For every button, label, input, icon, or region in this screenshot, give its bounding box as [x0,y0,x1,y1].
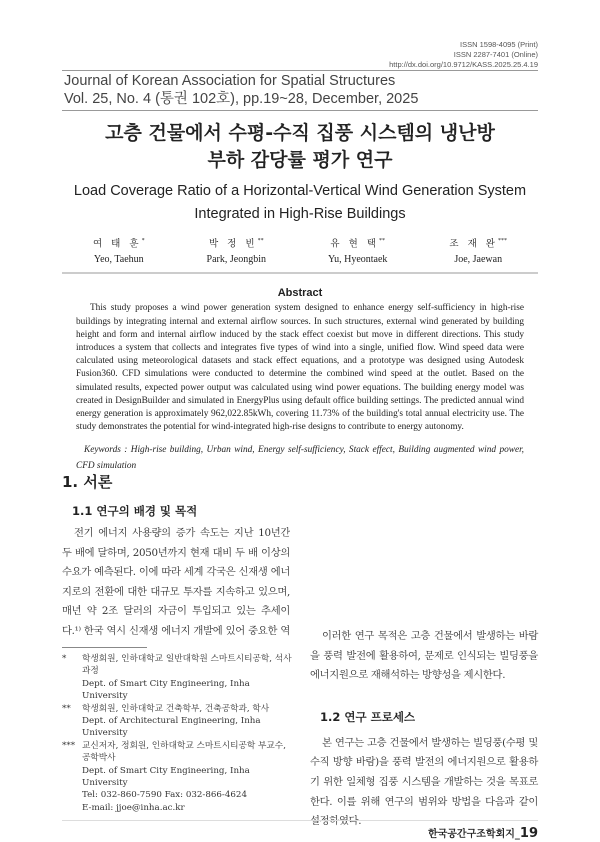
footnote-korean: 학생회원, 인하대학교 건축학부, 건축공학과, 학사 [82,703,270,714]
footnote-english: Dept. of Smart City Engineering, Inha University [82,678,250,702]
author-mark: *** [497,238,507,244]
footnote-korean: 학생회원, 인하대학교 일반대학원 스마트시티공학, 석사과정 [82,654,292,677]
footnote-mark: *** [62,740,76,751]
author [207,233,266,268]
author-list [62,233,538,268]
author-divider [62,272,538,274]
issn-print: ISSN 1598-4095 (Print) [460,40,538,49]
journal-info [64,72,418,108]
subsection-heading: 1.1 연구의 배경 및 목적 [72,504,198,518]
abstract-text: This study proposes a wind power generation system designed to enhance energy self-sufficiency in high-rise buildings by integrating internal and external airflow sources. In such structures, external wind generated by building height and form and internal airflow induced by the stack effect coexist but move in different directions. This study introduces a system that collects and integrates five types of wind into a single, unified flow. Wind speed data were calculated using meteorological datasets and stack effect equations, and a prototype was designed using Autodesk Fusion360. CFD simulations were conducted to determine the combined wind speed at the outlet. Based on the simulated results, expected power output was calculated using wind power equations. The building energy model was created in DesignBuilder and simulated in EnergyPlus using default office building settings. The predicted annual wind energy generation is approximately 962,022.85kWh, covering 11.73% of the building's total annual electricity use. The study demonstrates the potential for wind-integrated high-rise designs to contribute to energy autonomy. [76,303,524,433]
author-roman-name: Yeo, Taehun [93,254,144,266]
english-title-line: Load Coverage Ratio of a Horizontal-Vertical Wind Generation System [73,183,527,199]
author-mark: * [141,238,145,244]
section-heading: 1. 서론 [62,473,113,491]
footnote-mark: * [62,654,67,664]
author-korean-name: 조 재 완 [449,238,498,250]
footnote-email[interactable]: E-mail: jjoe@inha.ac.kr [82,802,185,813]
issn-block [389,40,538,70]
author-korean-name: 박 정 빈 [208,238,258,250]
author-korean-name: 유 현 택 [330,238,379,250]
footnote [62,703,292,715]
body-paragraph: 이러한 연구 목적은 고층 건물에서 발생하는 바람을 풍력 발전에 활용하여, 문제로 인식되는 빌딩풍을 에너지원으로 재해석하는 방향성을 제시한다. [310,630,538,682]
author [93,233,145,268]
footnote-rule [62,647,147,648]
header-rule-top [62,70,538,71]
footer-journal: 한국공간구조학회지_ [427,829,520,841]
footnote-english: Dept. of Architectural Engineering, Inha University [82,716,261,739]
journal-name: Journal of Korean Association for Spatial Structures [64,73,396,89]
issn-online: ISSN 2287-7401 (Online) [453,50,538,59]
korean-title-line: 부하 감당률 평가 연구 [207,149,393,171]
author-roman-name: Joe, Jaewan [454,254,503,266]
korean-title-line: 고층 건물에서 수평-수직 집풍 시스템의 냉난방 [105,122,495,144]
footnote-korean: 교신저자, 정회원, 인하대학교 스마트시티공학 부교수, 공학박사 [82,740,286,764]
author [328,233,387,268]
author-korean-name: 여 태 훈 [92,238,142,250]
keywords: Keywords : High-rise building, Urban wind, Energy self-sufficiency, Stack effect, Building augmented wind power, CFD simulation [76,445,524,472]
doi-link[interactable]: http://dx.doi.org/10.9712/KASS.2025.25.4.19 [389,60,538,69]
author-mark: ** [378,238,385,244]
author-roman-name: Yu, Hyeontaek [327,254,388,266]
footnotes [62,653,292,814]
page-bottom [62,647,538,841]
author-roman-name: Park, Jeongbin [206,254,266,266]
header-rule-bottom [62,110,538,111]
body-paragraph: 전기 에너지 사용량의 증가 속도는 지난 10년간 두 배에 달하며, 2050년까지 현재 대비 두 배 이상의 수요가 예측된다. 이에 따라 세계 각국은 신재생 에너지로의 전환에 대한 대규모 투자를 지속하고 있으며, 매년 약 2조 달러의 자금이 투입되고 있는 추세이다.¹⁾ 한국 역시 신재생 에너지 개발에 있어 중요한 역 [62,527,290,637]
abstract-heading: Abstract [277,287,323,300]
footnote [62,740,292,765]
subsection-heading: 1.2 연구 프로세스 [320,709,416,724]
english-title [0,180,600,226]
front-matter [0,120,600,474]
body-paragraph: 본 연구는 고층 건물에서 발생하는 빌딩풍(수평 및 수직 방향 바람)을 풍력 발전의 에너지원으로 활용하기 위한 일체형 집풍 시스템을 개발하는 것을 목표로 한다. 이를 위해 연구의 범위와 방법을 다음과 같이 [310,736,538,808]
footer-rule [62,820,538,821]
volume-info: Vol. 25, No. 4 (통권 102호), pp.19~28, December, 2025 [64,91,419,107]
footnote-english: Dept. of Smart City Engineering, Inha University [82,765,250,789]
author-mark: ** [257,238,264,244]
footnote-contact: Tel: 032-860-7590 Fax: 032-866-4624 [82,790,247,801]
korean-title [0,120,600,174]
footnote-mark: ** [62,703,71,714]
page-footer [62,825,538,841]
english-title-line: Integrated in High-Rise Buildings [194,206,406,222]
footnote [62,653,292,678]
left-column [62,470,290,642]
author [449,233,507,268]
page-number: 19 [519,826,538,842]
